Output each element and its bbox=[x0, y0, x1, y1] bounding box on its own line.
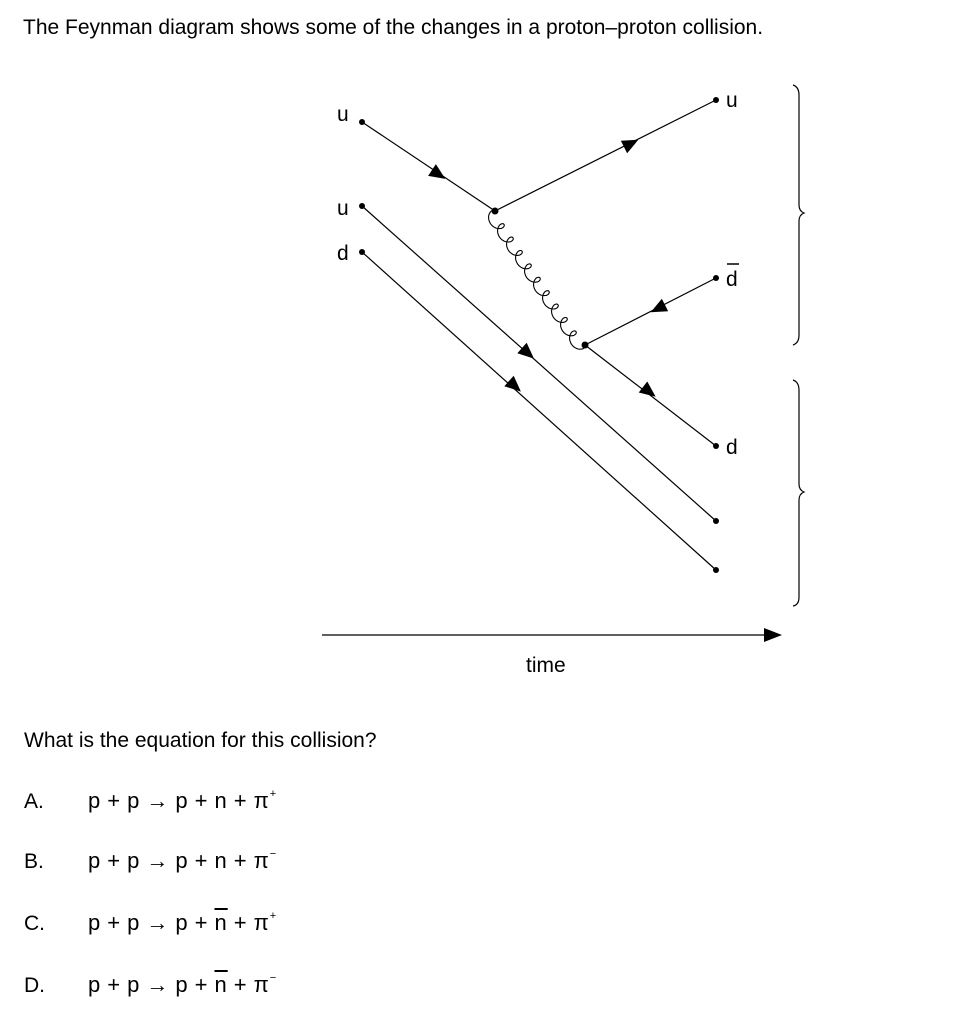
vertex-dot bbox=[359, 203, 365, 209]
left-label-d: d bbox=[337, 242, 349, 265]
answer-option-b[interactable] bbox=[24, 848, 277, 874]
equation-lhs1: p bbox=[88, 972, 102, 997]
arrowhead bbox=[648, 299, 669, 319]
equation-lhs2: p bbox=[127, 848, 141, 873]
equation-r3: π bbox=[253, 788, 270, 813]
arrowheads bbox=[359, 97, 782, 642]
vertex-dot bbox=[713, 97, 719, 103]
pion-charge: + bbox=[269, 909, 278, 922]
equation-arrow: → bbox=[146, 910, 170, 935]
option-equation bbox=[88, 788, 277, 814]
incoming-u-quark-line bbox=[362, 122, 495, 211]
outgoing-u-quark-line bbox=[495, 100, 716, 211]
equation-plus3: + bbox=[233, 910, 248, 935]
equation-r3: π bbox=[253, 972, 270, 997]
spectator-u-quark-line bbox=[362, 206, 716, 521]
gluon-line bbox=[489, 210, 586, 349]
equation-plus2: + bbox=[194, 972, 209, 997]
intro-text: The Feynman diagram shows some of the changes in a proton–proton collision. bbox=[23, 16, 764, 39]
answer-option-a[interactable] bbox=[24, 788, 277, 814]
equation-arrow: → bbox=[146, 848, 170, 873]
option-equation bbox=[88, 972, 277, 998]
pion-charge: − bbox=[269, 971, 278, 984]
equation-lhs2: p bbox=[127, 788, 141, 813]
option-letter: A. bbox=[24, 790, 44, 813]
time-axis-label: time bbox=[526, 654, 566, 677]
equation-plus2: + bbox=[194, 910, 209, 935]
equation-r1: p bbox=[175, 848, 189, 873]
vertex-dot bbox=[713, 567, 719, 573]
vertex-dot bbox=[713, 275, 719, 281]
lower-brace bbox=[793, 380, 804, 606]
equation-arrow: → bbox=[146, 972, 170, 997]
option-letter: B. bbox=[24, 850, 44, 873]
arrowhead bbox=[639, 381, 660, 402]
arrowhead bbox=[428, 164, 449, 185]
option-letter: D. bbox=[24, 974, 45, 997]
left-label-u: u bbox=[337, 197, 349, 220]
upper-brace bbox=[793, 85, 804, 345]
pion-charge: − bbox=[269, 847, 278, 860]
equation-plus1: + bbox=[107, 848, 122, 873]
equation-plus3: + bbox=[233, 972, 248, 997]
spectator-d-quark-line bbox=[362, 252, 716, 570]
right-label-u: u bbox=[726, 89, 738, 112]
equation-lhs1: p bbox=[88, 910, 102, 935]
equation-lhs1: p bbox=[88, 848, 102, 873]
vertex-dot bbox=[582, 342, 589, 349]
left-label-u: u bbox=[337, 103, 349, 126]
option-equation bbox=[88, 910, 277, 936]
vertex-dot bbox=[713, 518, 719, 524]
neutron-symbol: $\overline{n}$ bbox=[214, 910, 228, 935]
equation-plus2: + bbox=[194, 848, 209, 873]
equation-r3: π bbox=[253, 848, 270, 873]
right-label-anti-d: d bbox=[726, 268, 738, 291]
answer-option-d[interactable] bbox=[24, 972, 277, 998]
answer-option-c[interactable] bbox=[24, 910, 277, 936]
equation-lhs2: p bbox=[127, 910, 141, 935]
equation-plus1: + bbox=[107, 972, 122, 997]
equation-plus2: + bbox=[194, 788, 209, 813]
equation-r1: p bbox=[175, 910, 189, 935]
question-text: What is the equation for this collision? bbox=[24, 729, 377, 752]
vertex-dot bbox=[492, 208, 499, 215]
equation-plus3: + bbox=[233, 848, 248, 873]
equation-arrow: → bbox=[146, 788, 170, 813]
outgoing-d-quark-line bbox=[585, 345, 716, 446]
vertex-dot bbox=[359, 119, 365, 125]
equation-r1: p bbox=[175, 972, 189, 997]
equation-plus3: + bbox=[233, 788, 248, 813]
equation-r1: p bbox=[175, 788, 189, 813]
option-equation bbox=[88, 848, 277, 874]
neutron-symbol: $\overline{n}$ bbox=[214, 972, 228, 997]
equation-plus1: + bbox=[107, 910, 122, 935]
equation-lhs2: p bbox=[127, 972, 141, 997]
vertex-dot bbox=[359, 249, 365, 255]
pion-charge: + bbox=[269, 787, 278, 800]
equation-lhs1: p bbox=[88, 788, 102, 813]
vertex-dot bbox=[713, 443, 719, 449]
arrowhead bbox=[504, 376, 525, 397]
neutron-symbol: n bbox=[214, 788, 228, 813]
option-letter: C. bbox=[24, 912, 45, 935]
anti-d-quark-line bbox=[585, 278, 716, 345]
right-label-d: d bbox=[726, 436, 738, 459]
neutron-symbol: n bbox=[214, 848, 228, 873]
equation-r3: π bbox=[253, 910, 270, 935]
equation-plus1: + bbox=[107, 788, 122, 813]
time-arrowhead bbox=[764, 628, 782, 642]
arrowhead bbox=[621, 134, 642, 154]
